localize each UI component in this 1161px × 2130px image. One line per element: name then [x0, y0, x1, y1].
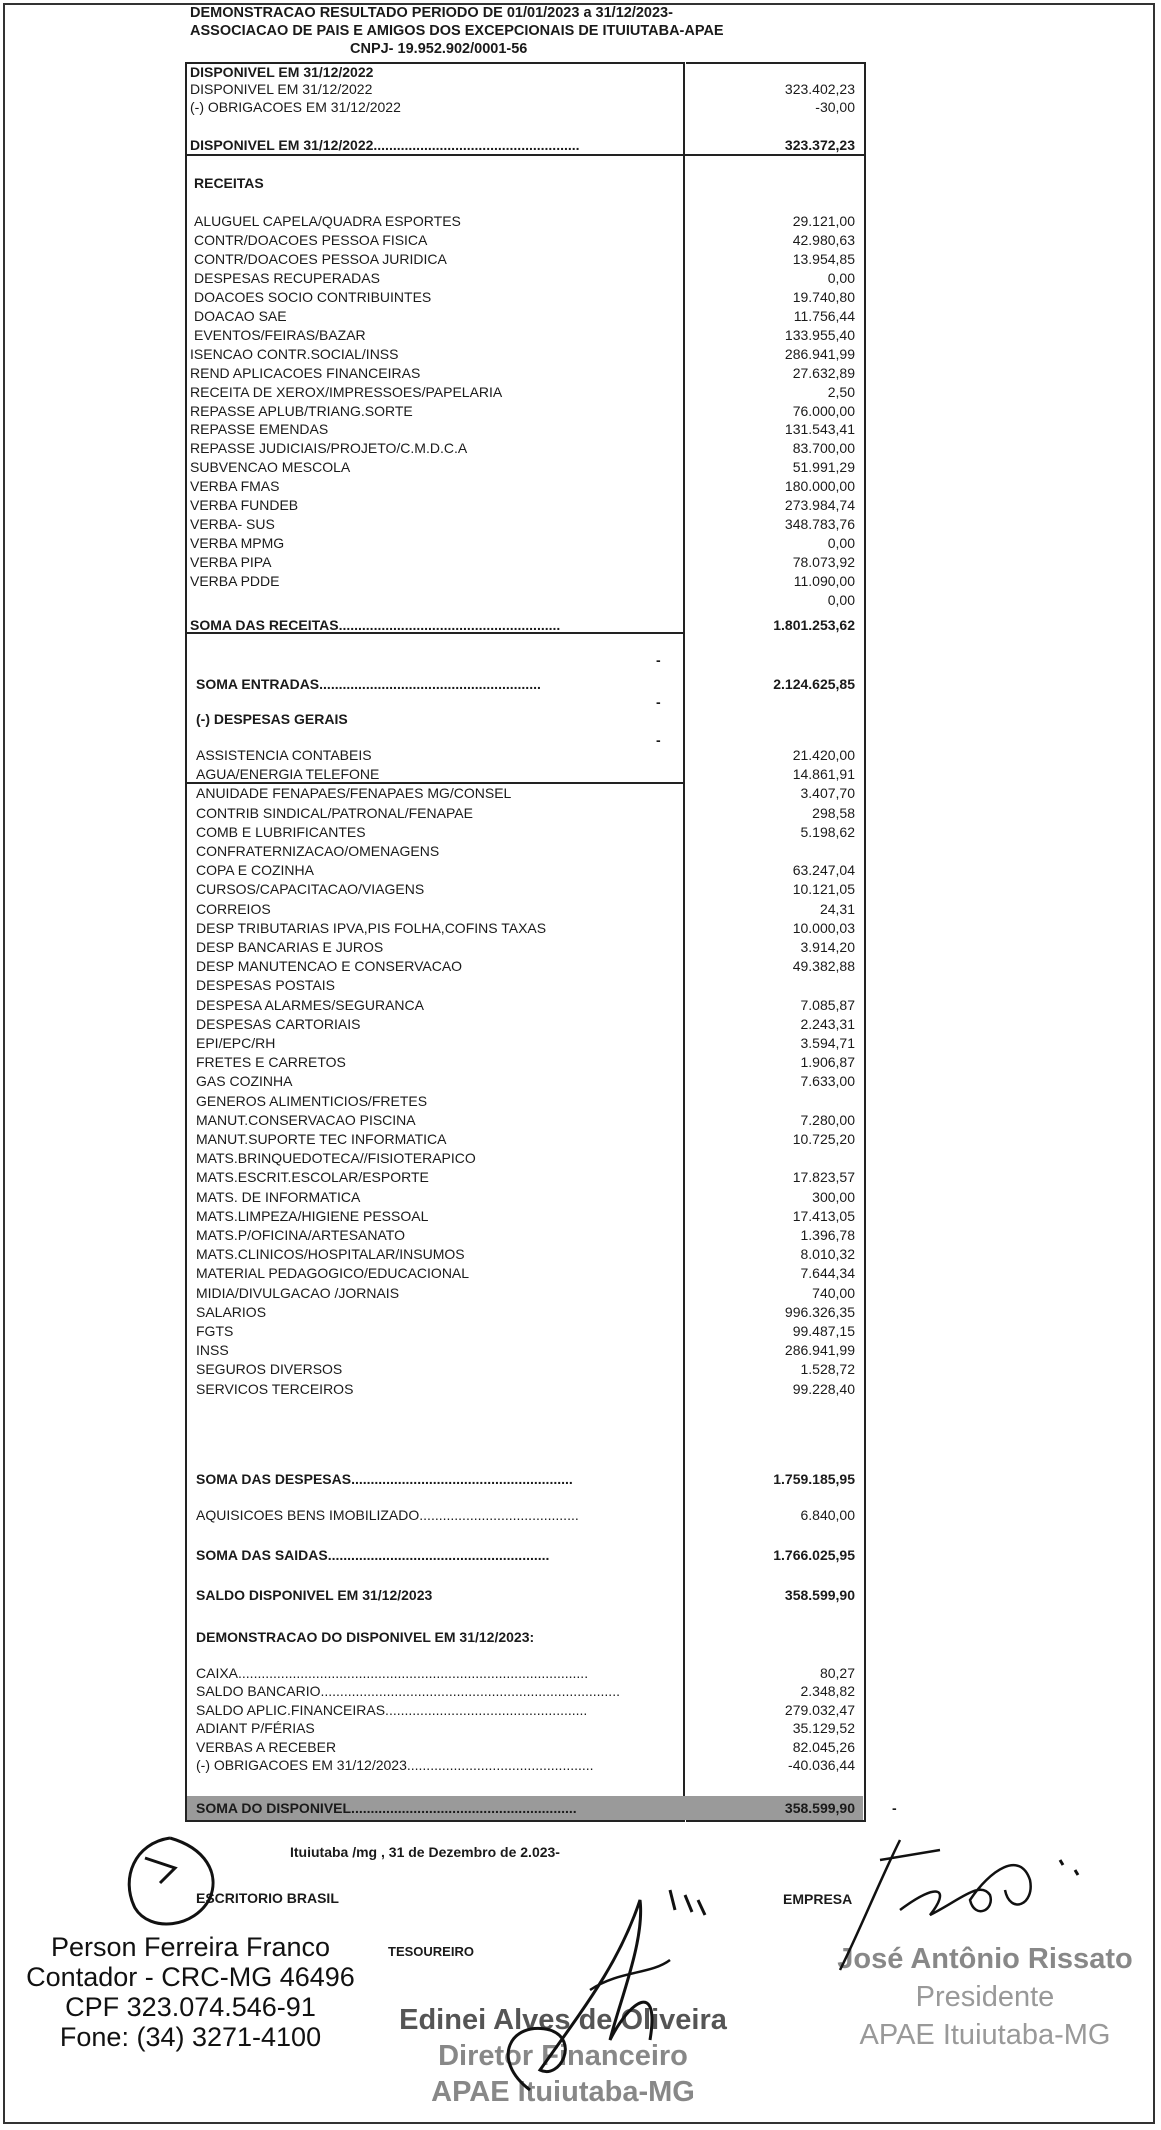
- contador-block: [8, 1932, 373, 2052]
- header-title: DEMONSTRACAO RESULTADO PERIODO DE 01/01/2023 a 31/12/2023-: [190, 5, 673, 21]
- row-value: 1.759.185,95: [773, 1471, 855, 1487]
- mark: -: [656, 694, 661, 710]
- row-label: AGUA/ENERGIA TELEFONE: [196, 766, 380, 782]
- contador-signature: [115, 1828, 235, 1938]
- row-value: 35.129,52: [792, 1720, 855, 1736]
- despesa-item: [196, 842, 855, 860]
- contador-cpf: CPF 323.074.546-91: [65, 1992, 316, 2022]
- saldo-disponivel: [196, 1586, 855, 1604]
- row-value: 27.632,89: [792, 365, 855, 381]
- row-label: DESPESAS POSTAIS: [196, 977, 336, 993]
- receita-item: [190, 591, 855, 609]
- row-label: CAIXA..........................................................................................: [196, 1665, 589, 1681]
- row-value: 78.073,92: [792, 554, 855, 570]
- row-label: (-) DESPESAS GERAIS: [196, 711, 348, 727]
- mark: -: [656, 732, 661, 748]
- soma-disponivel: [196, 1799, 855, 1817]
- presidente-signature: [820, 1820, 1140, 1980]
- row-label: SALDO BANCARIO.............................................................................: [196, 1683, 620, 1699]
- row-label: ASSISTENCIA CONTABEIS: [196, 747, 372, 763]
- tesoureiro-signature: [470, 1880, 730, 2120]
- row-value: 6.840,00: [800, 1507, 855, 1523]
- despesa-item: [196, 823, 855, 841]
- row-value: 2,50: [827, 384, 855, 400]
- row-label: CONTR/DOACOES PESSOA JURIDICA: [194, 251, 447, 267]
- despesa-item: [196, 765, 855, 783]
- despesa-item: [196, 746, 855, 764]
- row-value: 358.599,90: [784, 1587, 855, 1603]
- opening-row: [190, 98, 855, 116]
- row-value: 1.801.253,62: [773, 617, 855, 633]
- row-label: CONTR/DOACOES PESSOA FISICA: [194, 232, 428, 248]
- row-label: MATERIAL PEDAGOGICO/EDUCACIONAL: [196, 1265, 470, 1281]
- receitas-title: [194, 174, 855, 192]
- row-label: REPASSE EMENDAS: [190, 421, 329, 437]
- despesa-item: [196, 1168, 855, 1186]
- row-value: 323.372,23: [784, 137, 855, 153]
- row-label: CORREIOS: [196, 901, 271, 917]
- despesa-item: [196, 861, 855, 879]
- demonstracao-item: [196, 1719, 855, 1737]
- despesa-item: [196, 1188, 855, 1206]
- row-label: MATS. DE INFORMATICA: [196, 1189, 361, 1205]
- despesa-item: [196, 1264, 855, 1282]
- header-organization: ASSOCIACAO DE PAIS E AMIGOS DOS EXCEPCIONAIS DE ITUIUTABA-APAE: [190, 23, 724, 39]
- row-value: 3.914,20: [800, 939, 855, 955]
- receita-item: [190, 402, 855, 420]
- tesoureiro-stamp-name: Edinei Alves de Oliveira: [399, 2004, 727, 2036]
- row-label: SOMA ENTRADAS.........................................................: [196, 676, 541, 692]
- despesa-item: [196, 1322, 855, 1340]
- row-value: 1.396,78: [800, 1227, 855, 1243]
- row-value: 1.906,87: [800, 1054, 855, 1070]
- row-value: 323.402,23: [784, 81, 855, 97]
- row-label: DESPESAS RECUPERADAS: [194, 270, 380, 286]
- despesa-item: [196, 1341, 855, 1359]
- tesoureiro-stamp-org: APAE Ituiutaba-MG: [431, 2076, 695, 2108]
- row-label: SOMA DAS SAIDAS.........................................................: [196, 1547, 550, 1563]
- demonstracao-item: [196, 1738, 855, 1756]
- presidente-stamp-org: APAE Ituiutaba-MG: [859, 2019, 1111, 2051]
- row-label: ADIANT P/FÉRIAS: [196, 1720, 315, 1736]
- row-label: MANUT.SUPORTE TEC INFORMATICA: [196, 1131, 447, 1147]
- row-value: 2.348,82: [800, 1683, 855, 1699]
- tesoureiro-stamp-role: Diretor Financeiro: [438, 2040, 688, 2072]
- row-label: COMB E LUBRIFICANTES: [196, 824, 366, 840]
- receita-item: [190, 458, 855, 476]
- row-label: VERBA- SUS: [190, 516, 275, 532]
- row-label: SALARIOS: [196, 1304, 267, 1320]
- despesa-item: [196, 1072, 855, 1090]
- row-label: DOACOES SOCIO CONTRIBUINTES: [194, 289, 432, 305]
- row-label: GAS COZINHA: [196, 1073, 293, 1089]
- despesa-item: [196, 938, 855, 956]
- mark: -: [892, 1800, 897, 1816]
- despesa-item: [196, 1149, 855, 1167]
- row-label: CONTRIB SINDICAL/PATRONAL/FENAPAE: [196, 805, 473, 821]
- row-label: SERVICOS TERCEIROS: [196, 1381, 354, 1397]
- row-label: AQUISICOES BENS IMOBILIZADO.........................................: [196, 1507, 579, 1523]
- row-label: EPI/EPC/RH: [196, 1035, 276, 1051]
- despesa-item: [196, 1245, 855, 1263]
- row-label: MANUT.CONSERVACAO PISCINA: [196, 1112, 416, 1128]
- despesa-item: [196, 804, 855, 822]
- demonstracao-item: [196, 1756, 855, 1774]
- row-value: 131.543,41: [784, 421, 855, 437]
- despesa-item: [196, 1111, 855, 1129]
- row-label: DESPESA ALARMES/SEGURANCA: [196, 997, 424, 1013]
- row-label: DISPONIVEL EM 31/12/2022.....................................................: [190, 137, 580, 153]
- row-label: DOACAO SAE: [194, 308, 287, 324]
- row-value: 14.861,91: [792, 766, 855, 782]
- row-label: MATS.BRINQUEDOTECA//FISIOTERAPICO: [196, 1150, 476, 1166]
- despesa-item: [196, 900, 855, 918]
- rule-opening: [185, 154, 866, 156]
- row-label: INSS: [196, 1342, 229, 1358]
- row-label: DEMONSTRACAO DO DISPONIVEL EM 31/12/2023:: [196, 1629, 535, 1645]
- receita-item: [194, 250, 855, 268]
- row-label: DISPONIVEL EM 31/12/2022: [190, 64, 374, 80]
- row-value: 133.955,40: [784, 327, 855, 343]
- row-value: 7.633,00: [800, 1073, 855, 1089]
- receita-item: [190, 553, 855, 571]
- row-value: 348.783,76: [784, 516, 855, 532]
- row-value: 8.010,32: [800, 1246, 855, 1262]
- row-label: (-) OBRIGACOES EM 31/12/2022: [190, 99, 401, 115]
- receita-item: [190, 439, 855, 457]
- row-value: 99.228,40: [792, 1381, 855, 1397]
- despesa-item: [196, 880, 855, 898]
- receitas-total: [190, 616, 855, 634]
- despesa-item: [196, 1130, 855, 1148]
- despesa-item: [196, 1034, 855, 1052]
- row-value: -40.036,44: [788, 1757, 855, 1773]
- row-value: 3.407,70: [800, 785, 855, 801]
- row-value: 63.247,04: [792, 862, 855, 878]
- date-line: Ituiutaba /mg , 31 de Dezembro de 2.023-: [290, 1844, 560, 1860]
- row-value: 298,58: [812, 805, 855, 821]
- row-value: 1.528,72: [800, 1361, 855, 1377]
- document-header: [190, 4, 750, 58]
- row-label: ANUIDADE FENAPAES/FENAPAES MG/CONSEL: [196, 785, 512, 801]
- row-value: 29.121,00: [792, 213, 855, 229]
- despesa-item: [196, 1360, 855, 1378]
- row-label: GENEROS ALIMENTICIOS/FRETES: [196, 1093, 428, 1109]
- receita-item: [194, 231, 855, 249]
- despesa-item: [196, 1226, 855, 1244]
- mark: -: [656, 652, 661, 668]
- row-value: 82.045,26: [792, 1739, 855, 1755]
- opening-row: [190, 80, 855, 98]
- row-label: FGTS: [196, 1323, 234, 1339]
- row-label: MATS.LIMPEZA/HIGIENE PESSOAL: [196, 1208, 429, 1224]
- row-value: 279.032,47: [784, 1702, 855, 1718]
- row-label: REPASSE APLUB/TRIANG.SORTE: [190, 403, 413, 419]
- row-value: -30,00: [815, 99, 855, 115]
- row-label: SALDO DISPONIVEL EM 31/12/2023: [196, 1587, 433, 1603]
- row-value: 21.420,00: [792, 747, 855, 763]
- demonstracao-item: [196, 1701, 855, 1719]
- despesa-item: [196, 1284, 855, 1302]
- row-label: ALUGUEL CAPELA/QUADRA ESPORTES: [194, 213, 461, 229]
- receita-item: [194, 212, 855, 230]
- row-value: 42.980,63: [792, 232, 855, 248]
- row-label: SOMA DAS RECEITAS.........................................................: [190, 617, 561, 633]
- despesa-item: [196, 784, 855, 802]
- row-label: VERBAS A RECEBER: [196, 1739, 337, 1755]
- receita-item: [190, 420, 855, 438]
- row-value: 2.124.625,85: [773, 676, 855, 692]
- row-value: 286.941,99: [784, 1342, 855, 1358]
- row-value: 24,31: [819, 901, 855, 917]
- demonstracao-item: [196, 1664, 855, 1682]
- demonstracao-item: [196, 1682, 855, 1700]
- row-value: 17.823,57: [792, 1169, 855, 1185]
- row-label: CURSOS/CAPACITACAO/VIAGENS: [196, 881, 425, 897]
- contador-crc: Contador - CRC-MG 46496: [26, 1962, 355, 1992]
- row-label: SALDO APLIC.FINANCEIRAS....................................................: [196, 1702, 588, 1718]
- row-value: 0,00: [827, 592, 855, 608]
- row-value: 19.740,80: [792, 289, 855, 305]
- row-value: 49.382,88: [792, 958, 855, 974]
- despesa-item: [196, 976, 855, 994]
- row-label: (-) OBRIGACOES EM 31/12/2023................................................: [196, 1757, 594, 1773]
- tesoureiro-label: TESOUREIRO: [388, 1944, 474, 1959]
- row-label: MATS.P/OFICINA/ARTESANATO: [196, 1227, 405, 1243]
- row-label: VERBA FMAS: [190, 478, 280, 494]
- row-label: REPASSE JUDICIAIS/PROJETO/C.M.D.C.A: [190, 440, 468, 456]
- receita-item: [194, 326, 855, 344]
- row-value: 1.766.025,95: [773, 1547, 855, 1563]
- despesa-item: [196, 1380, 855, 1398]
- row-value: 17.413,05: [792, 1208, 855, 1224]
- row-value: 0,00: [827, 535, 855, 551]
- row-label: FRETES E CARRETOS: [196, 1054, 346, 1070]
- row-label: EVENTOS/FEIRAS/BAZAR: [194, 327, 366, 343]
- presidente-stamp-role: Presidente: [915, 1981, 1055, 2013]
- row-value: 300,00: [812, 1189, 855, 1205]
- empresa-label: EMPRESA: [783, 1891, 853, 1907]
- row-value: 180.000,00: [784, 478, 855, 494]
- row-value: 358.599,90: [784, 1800, 855, 1816]
- row-value: 7.280,00: [800, 1112, 855, 1128]
- row-value: 11.756,44: [793, 308, 855, 324]
- opening-title: [190, 63, 855, 81]
- soma-entradas: [196, 675, 855, 693]
- row-label: DESP BANCARIAS E JUROS: [196, 939, 384, 955]
- row-label: VERBA MPMG: [190, 535, 285, 551]
- row-value: 7.644,34: [800, 1265, 855, 1281]
- receita-item: [190, 383, 855, 401]
- soma-saidas: [196, 1546, 855, 1564]
- contador-phone: Fone: (34) 3271-4100: [59, 2022, 322, 2052]
- row-value: 0,00: [827, 270, 855, 286]
- row-value: 7.085,87: [800, 997, 855, 1013]
- header-cnpj: CNPJ- 19.952.902/0001-56: [350, 41, 528, 57]
- row-label: MATS.ESCRIT.ESCOLAR/ESPORTE: [196, 1169, 429, 1185]
- row-value: 273.984,74: [784, 497, 855, 513]
- row-label: DESPESAS CARTORIAIS: [196, 1016, 361, 1032]
- row-label: CONFRATERNIZACAO/OMENAGENS: [196, 843, 440, 859]
- row-label: SEGUROS DIVERSOS: [196, 1361, 343, 1377]
- row-value: 11.090,00: [793, 573, 855, 589]
- row-label: COPA E COZINHA: [196, 862, 314, 878]
- despesa-item: [196, 996, 855, 1014]
- row-value: 10.121,05: [792, 881, 855, 897]
- receita-item: [194, 307, 855, 325]
- row-label: VERBA PIPA: [190, 554, 272, 570]
- row-label: RECEITAS: [194, 175, 264, 191]
- receita-item: [190, 496, 855, 514]
- row-label: DESP TRIBUTARIAS IPVA,PIS FOLHA,COFINS TAXAS: [196, 920, 547, 936]
- row-value: 2.243,31: [800, 1016, 855, 1032]
- receita-item: [190, 534, 855, 552]
- row-label: DISPONIVEL EM 31/12/2022: [190, 81, 373, 97]
- escritorio-label: ESCRITORIO BRASIL: [196, 1890, 339, 1906]
- row-value: 10.725,20: [792, 1131, 855, 1147]
- receita-item: [190, 364, 855, 382]
- receita-item: [190, 572, 855, 590]
- row-label: MATS.CLINICOS/HOSPITALAR/INSUMOS: [196, 1246, 465, 1262]
- row-label: RECEITA DE XEROX/IMPRESSOES/PAPELARIA: [190, 384, 503, 400]
- row-label: REND APLICACOES FINANCEIRAS: [190, 365, 421, 381]
- despesa-item: [196, 1015, 855, 1033]
- row-value: 996.326,35: [784, 1304, 855, 1320]
- row-value: 740,00: [812, 1285, 855, 1301]
- opening-total: [190, 136, 855, 154]
- despesa-item: [196, 957, 855, 975]
- despesa-item: [196, 1092, 855, 1110]
- aquisicoes-row: [196, 1506, 855, 1524]
- presidente-stamp-name: José Antônio Rissato: [837, 1943, 1133, 1975]
- row-label: VERBA FUNDEB: [190, 497, 299, 513]
- row-value: 80,27: [819, 1665, 855, 1681]
- receita-item: [194, 288, 855, 306]
- row-label: ISENCAO CONTR.SOCIAL/INSS: [190, 346, 399, 362]
- row-value: 286.941,99: [784, 346, 855, 362]
- row-label: SOMA DAS DESPESAS.........................................................: [196, 1471, 573, 1487]
- row-value: 51.991,29: [792, 459, 855, 475]
- despesa-item: [196, 919, 855, 937]
- receita-item: [190, 477, 855, 495]
- receita-item: [190, 345, 855, 363]
- row-label: MIDIA/DIVULGACAO /JORNAIS: [196, 1285, 400, 1301]
- row-label: SUBVENCAO MESCOLA: [190, 459, 351, 475]
- row-value: 83.700,00: [792, 440, 855, 456]
- despesa-item: [196, 1053, 855, 1071]
- row-value: 76.000,00: [792, 403, 855, 419]
- despesa-item: [196, 1303, 855, 1321]
- despesas-total: [196, 1470, 855, 1488]
- despesas-title: [196, 710, 855, 728]
- receita-item: [194, 269, 855, 287]
- despesa-item: [196, 1207, 855, 1225]
- row-value: 5.198,62: [800, 824, 855, 840]
- row-value: 99.487,15: [792, 1323, 855, 1339]
- row-value: 10.000,03: [792, 920, 855, 936]
- row-value: 3.594,71: [800, 1035, 855, 1051]
- contador-name: Person Ferreira Franco: [50, 1932, 331, 1962]
- row-value: 13.954,85: [792, 251, 855, 267]
- receita-item: [190, 515, 855, 533]
- row-label: VERBA PDDE: [190, 573, 280, 589]
- demonstracao-title: [196, 1628, 855, 1646]
- row-label: DESP MANUTENCAO E CONSERVACAO: [196, 958, 463, 974]
- row-label: SOMA DO DISPONIVEL..........................................................: [196, 1800, 577, 1816]
